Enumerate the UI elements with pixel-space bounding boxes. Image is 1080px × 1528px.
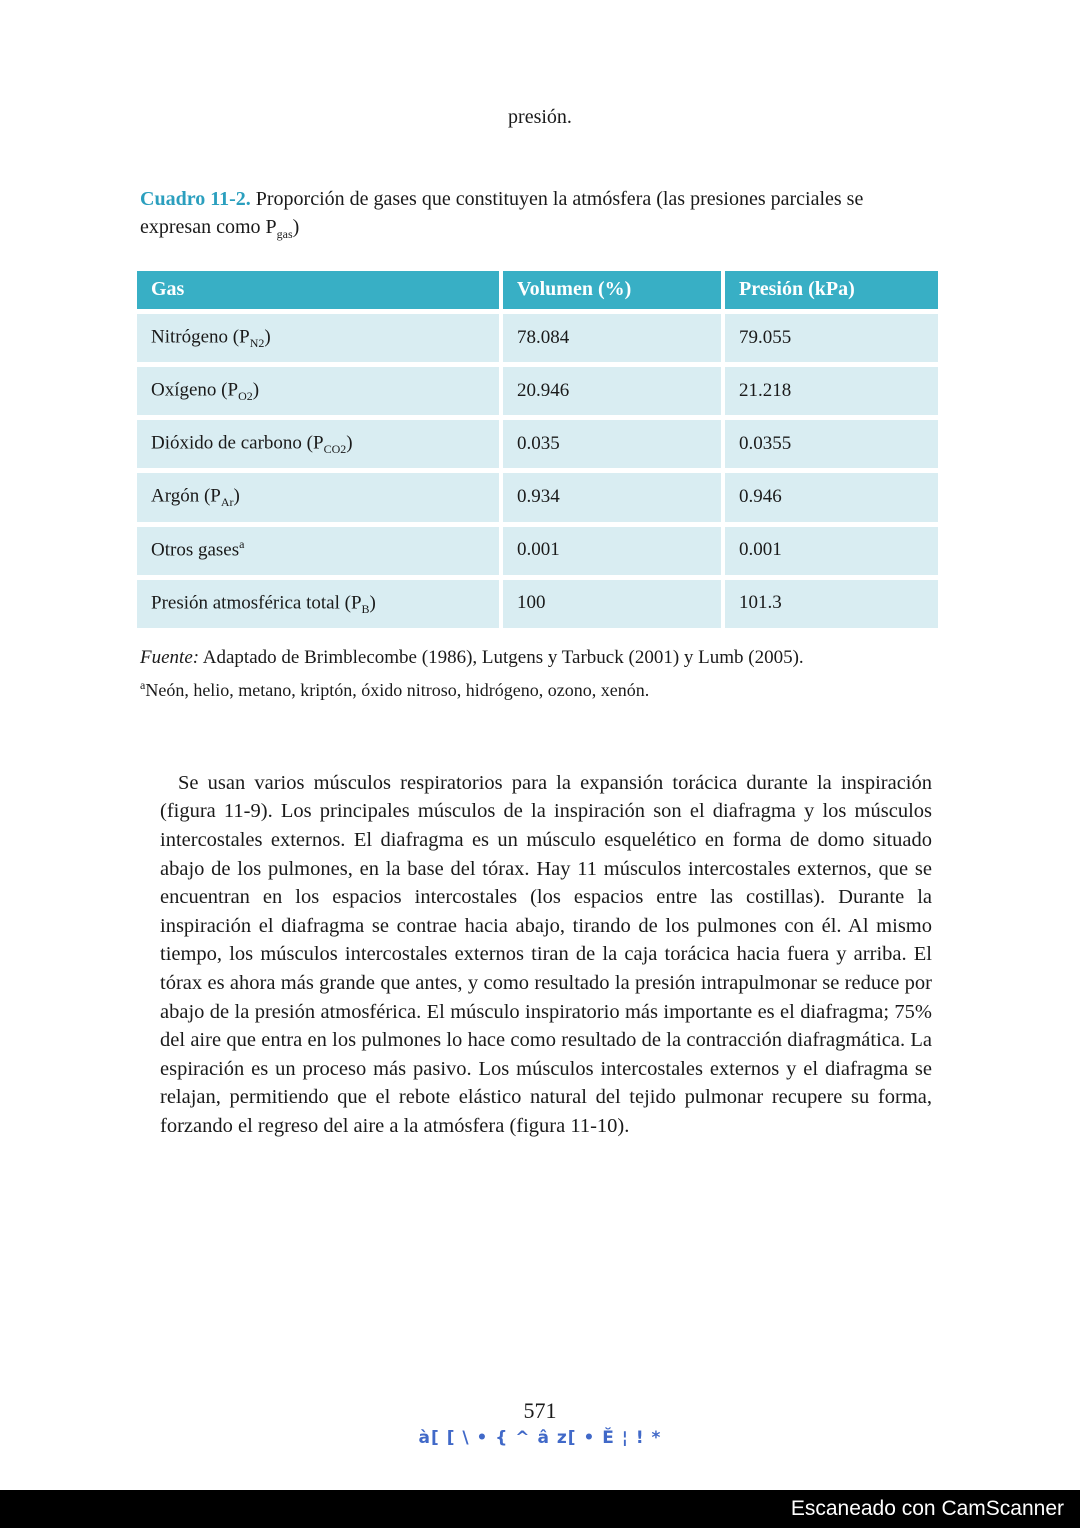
col-header-presion: Presión (kPa) [725,271,938,309]
gas-subscript: N2 [249,336,265,351]
top-text: presión. [508,106,572,128]
gas-name: Nitrógeno (P [151,326,250,348]
table-row [137,420,938,468]
camscanner-watermark-bar [0,1490,1080,1528]
source-label: Fuente: [140,646,200,668]
table-row [137,527,938,575]
table-row [137,473,938,521]
volumen-cell: 20.946 [503,367,721,415]
table-row [137,580,938,628]
presion-cell: 0.946 [725,473,938,521]
page-number: 571 [523,1398,557,1423]
body-paragraph: Se usan varios músculos respiratorios para la expansión torácica durante la inspiración (figura 11-9). Los principales músculos de la inspiración son el diafragma y los músculos intercostales externos. El diafragma es un músculo esquelético en forma de domo situado abajo de los pulmones, en la base del tórax. Hay 11 músculos intercostales externos, que se encuentran en los espacios intercostales (los espacios entre las costillas). Durante la inspiración el diafragma se contrae hacia abajo, tirando de los pulmones con él. Al mismo tiempo, los músculos intercostales externos tiran de la caja torácica hacia fuera y arriba. El tórax es ahora más grande que antes, y como resultado la presión intrapulmonar se reduce por abajo de la presión atmosférica. El músculo inspiratorio más importante es el diafragma; 75% del aire que entra en los pulmones lo hace como resultado de la contracción diafragmática. La espiración es un proceso más pasivo. Los músculos intercostales externos y el diafragma se relajan, permitiendo que el rebote elástico natural del tejido pulmonar recupere su forma, forzando el regreso del aire a la atmósfera (figura 11-10). [160,771,932,1137]
gas-subscript: CO2 [323,442,347,457]
table-header-row [137,271,938,309]
presion-cell: 0.001 [725,527,938,575]
gas-name-end: ) [346,432,353,454]
presion-cell: 0.0355 [725,420,938,468]
page-footer [0,1398,1080,1448]
col-header-gas: Gas [137,271,499,309]
gas-name: Otros gases [151,538,240,560]
footnote-marker: a [140,677,146,692]
gas-table [133,266,942,633]
table-source [140,645,930,671]
caption-subscript: gas [276,227,293,241]
source-text: Adaptado de Brimblecombe (1986), Lutgens y Tarbuck (2001) y Lumb (2005). [199,646,804,668]
footnote-text: Neón, helio, metano, kriptón, óxido nitroso, hidrógeno, ozono, xenón. [145,679,650,700]
gas-subscript: B [361,601,370,616]
gas-cell [137,580,499,628]
gas-name: Oxígeno (P [151,379,239,401]
volumen-cell: 100 [503,580,721,628]
gas-name-end: ) [264,326,271,348]
gas-cell [137,420,499,468]
caption-text: Proporción de gases que constituyen la atmósfera (las presiones parciales se expresan como P [140,188,864,238]
col-header-volumen: Volumen (%) [503,271,721,309]
gas-name-end: ) [233,485,240,507]
gas-superscript: a [239,536,245,551]
volumen-cell: 78.084 [503,314,721,362]
presion-cell: 21.218 [725,367,938,415]
volumen-cell: 0.934 [503,473,721,521]
gas-name: Dióxido de carbono (P [151,432,324,454]
table-footnote [140,673,930,703]
gas-cell [137,314,499,362]
volumen-cell: 0.001 [503,527,721,575]
gas-name: Argón (P [151,485,221,507]
camscanner-watermark-text: Escaneado con CamScanner [790,1497,1064,1520]
scan-artifact-text: à[ [ \ • { ^ â z[ • Ĕ ¦ ! * [418,1428,662,1448]
volumen-cell: 0.035 [503,420,721,468]
gas-cell [137,527,499,575]
gas-name-end: ) [252,379,260,401]
table-row [137,314,938,362]
caption-end: ) [292,216,300,238]
gas-cell [137,367,499,415]
presion-cell: 101.3 [725,580,938,628]
gas-subscript: O2 [238,389,253,404]
table-caption [140,185,930,248]
gas-name: Presión atmosférica total (P [151,591,362,613]
caption-label: Cuadro 11-2. [140,188,251,210]
table-row [137,367,938,415]
gas-subscript: Ar [220,495,234,510]
gas-cell [137,473,499,521]
gas-name-end: ) [369,591,376,613]
presion-cell: 79.055 [725,314,938,362]
